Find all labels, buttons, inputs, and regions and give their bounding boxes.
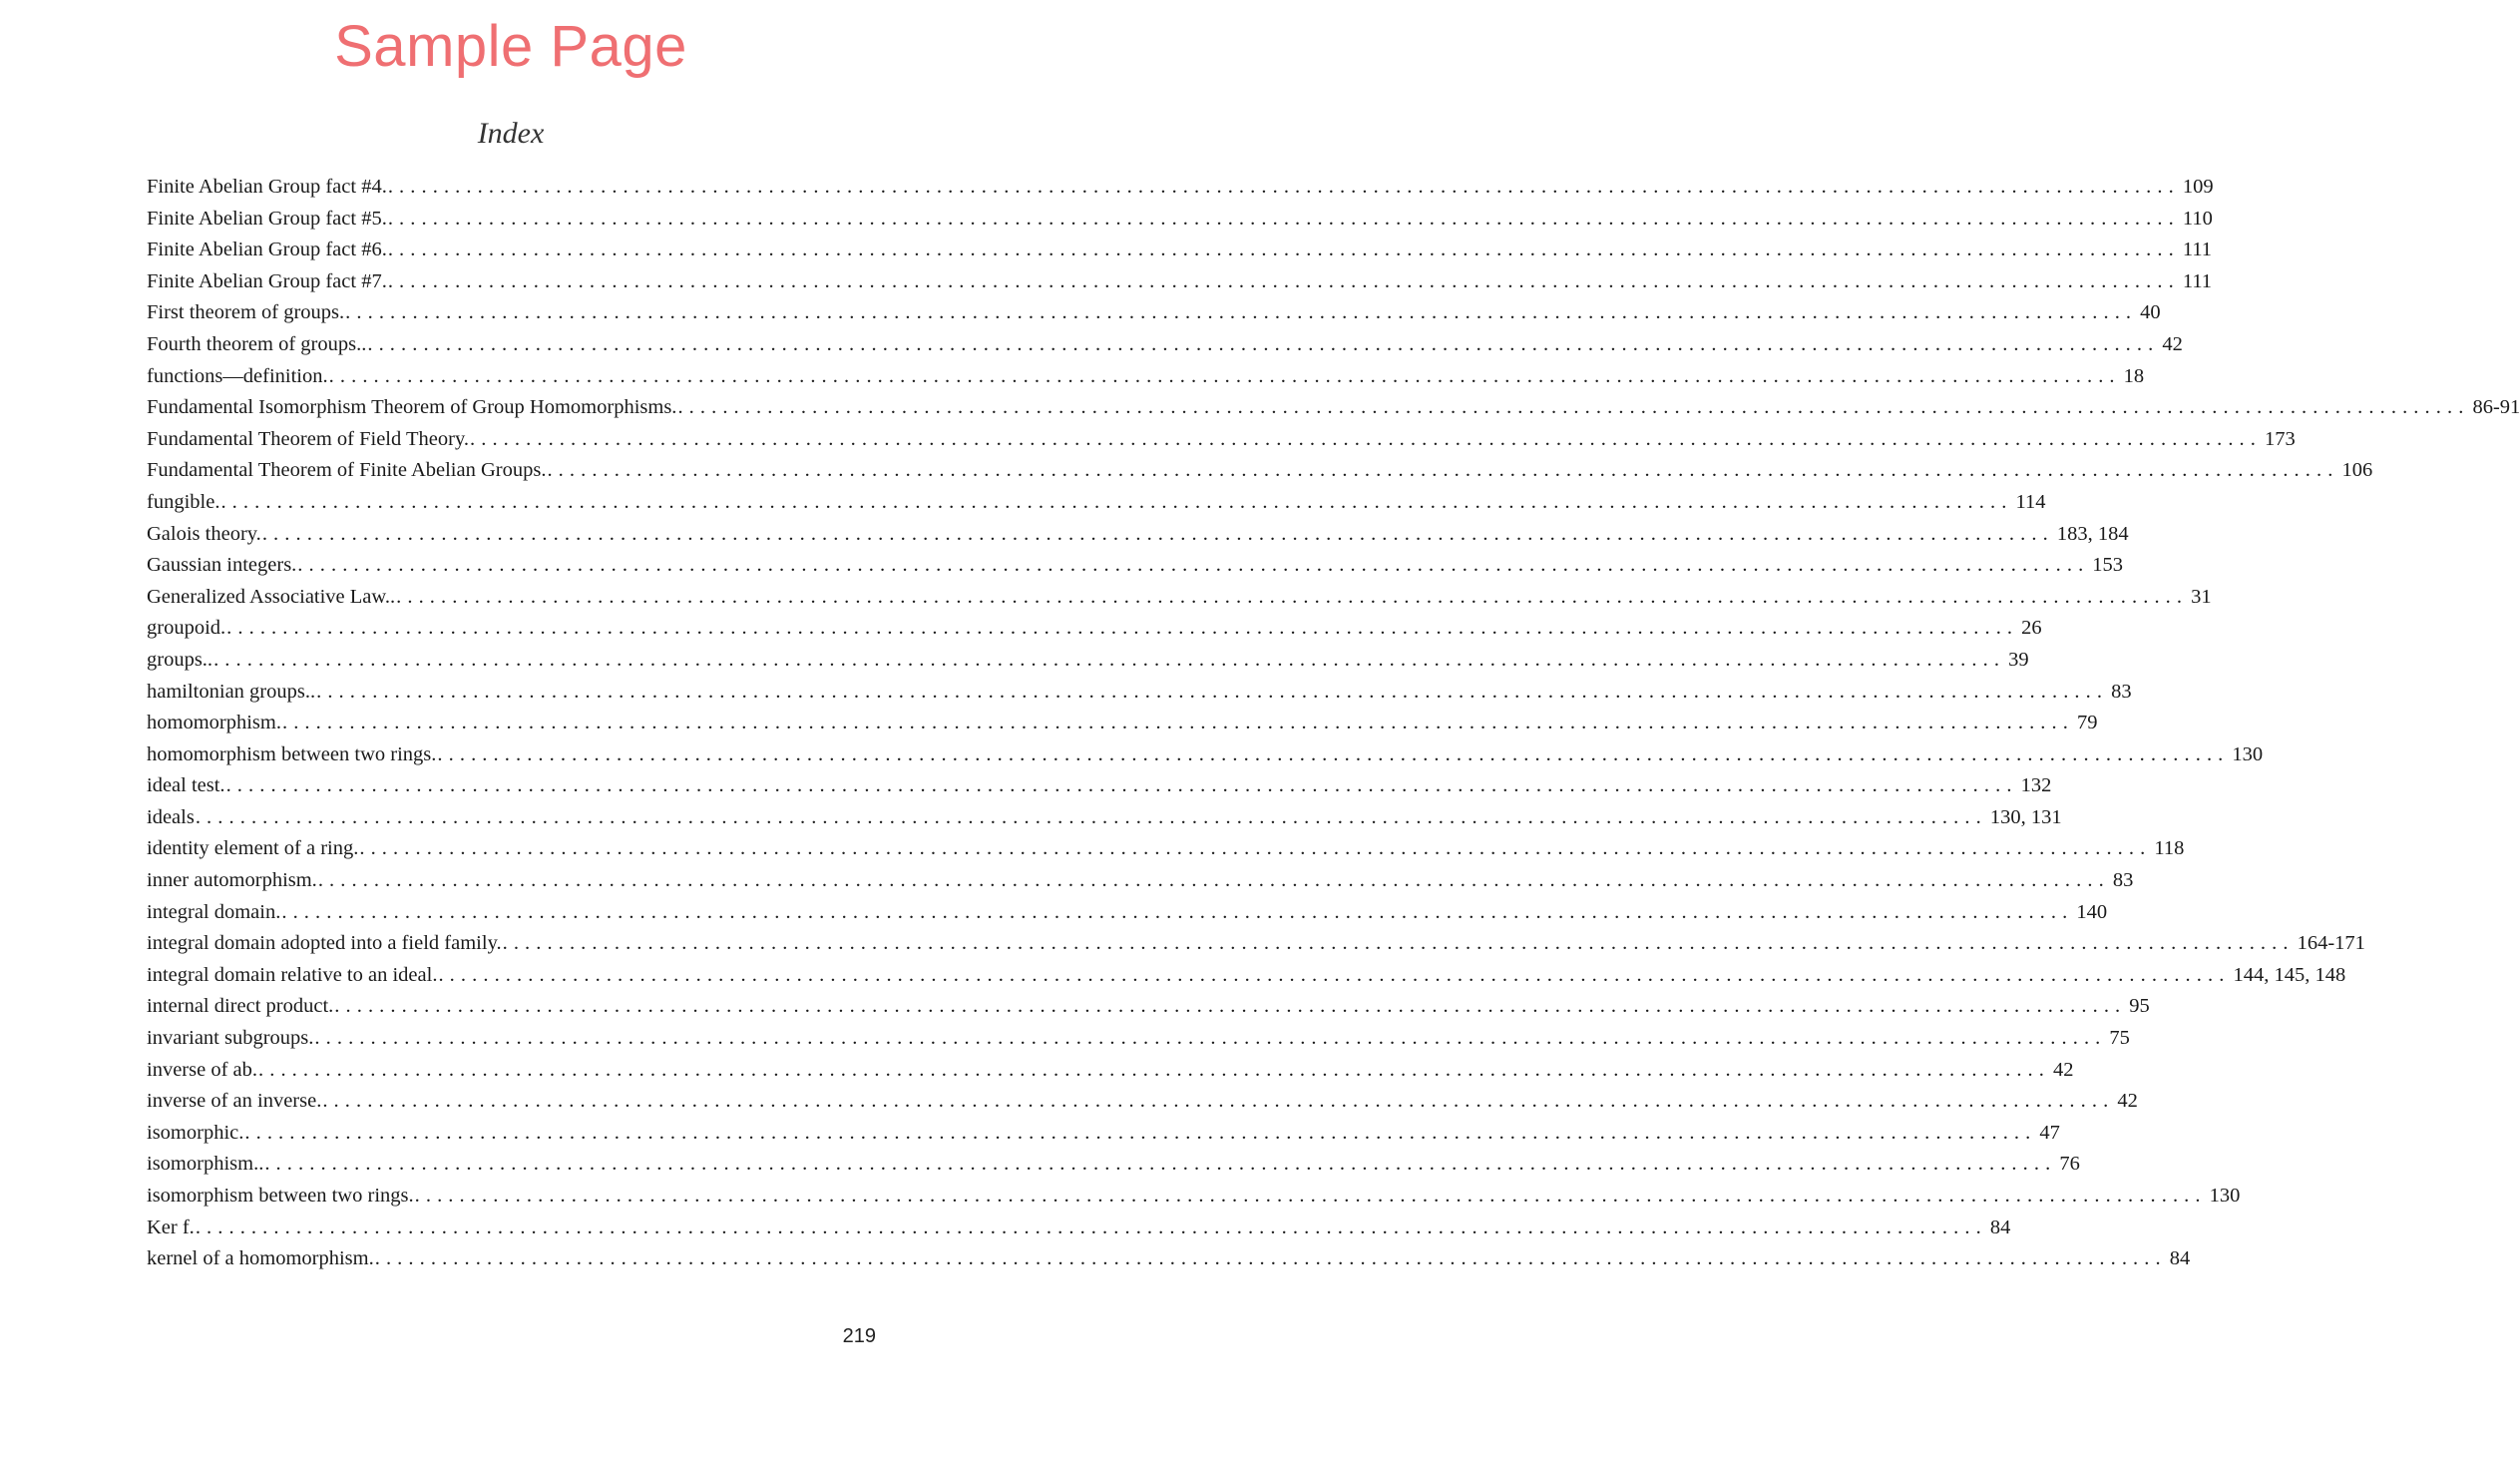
index-entry	[147, 235, 2213, 266]
index-term: groupoid.	[147, 617, 226, 640]
index-term: inverse of an inverse.	[147, 1090, 322, 1113]
dot-leader: ................................................................................................................................................................	[244, 1121, 2037, 1144]
index-pages: 110	[2182, 207, 2213, 230]
dot-leader: ................................................................................................................................................................	[322, 1090, 2115, 1113]
index-term: integral domain.	[147, 900, 281, 923]
index-pages: 164-171	[2297, 932, 2365, 955]
index-entry	[147, 266, 2213, 298]
index-pages: 106	[2341, 459, 2373, 482]
index-entry	[147, 1181, 2241, 1213]
sample-page-watermark: Sample Page	[334, 14, 687, 79]
index-pages: 42	[2162, 332, 2183, 355]
dot-leader: ................................................................................................................................................................	[677, 396, 2470, 419]
index-term: fungible.	[147, 490, 220, 513]
dot-leader: ................................................................................................................................................................	[334, 995, 2127, 1018]
dot-leader: ................................................................................................................................................................	[225, 774, 2018, 797]
index-entry	[147, 361, 2145, 393]
index-term: kernel of a homomorphism.	[147, 1247, 374, 1270]
index-term: functions—definition.	[147, 364, 328, 387]
dot-leader: ................................................................................................................................................................	[195, 805, 1987, 828]
index-term: isomorphic.	[147, 1121, 244, 1144]
index-term: ideal test.	[147, 774, 225, 797]
index-entry	[147, 1086, 2138, 1118]
dot-leader: ................................................................................................................................................................	[281, 712, 2074, 734]
index-pages: 84	[1989, 1216, 2011, 1238]
index-term: First theorem of groups.	[147, 301, 345, 324]
dot-leader: ................................................................................................................................................................	[317, 869, 2110, 892]
index-term: Finite Abelian Group fact #6.	[147, 239, 387, 261]
dot-leader: ................................................................................................................................................................	[258, 1058, 2050, 1081]
index-term: isomorphism between two rings.	[147, 1185, 414, 1207]
index-term: Finite Abelian Group fact #4.	[147, 176, 387, 198]
index-entry	[147, 613, 2042, 645]
index-entry	[147, 708, 2098, 739]
index-term: homomorphism.	[147, 712, 281, 734]
dot-leader: ................................................................................................................................................................	[226, 617, 2019, 640]
index-pages: 86-91	[2472, 396, 2520, 419]
index-pages: 95	[2129, 995, 2150, 1018]
dot-leader: ................................................................................................................................................................	[359, 837, 2152, 860]
index-entry	[147, 487, 2046, 519]
index-pages: 47	[2039, 1121, 2060, 1144]
index-pages: 83	[2111, 680, 2132, 703]
index-entry	[147, 1213, 2011, 1244]
index-pages: 173	[2265, 427, 2296, 450]
index-term: hamiltonian groups..	[147, 680, 316, 703]
index-entry	[147, 455, 2373, 487]
index-term: homomorphism between two rings.	[147, 742, 437, 765]
dot-leader: ................................................................................................................................................................	[502, 932, 2295, 955]
index-term: groups..	[147, 648, 213, 671]
index-term: Fundamental Theorem of Finite Abelian Groups.	[147, 459, 547, 482]
index-pages: 83	[2112, 869, 2134, 892]
index-entry	[147, 204, 2213, 236]
dot-leader: ................................................................................................................................................................	[437, 742, 2230, 765]
index-entry	[147, 1055, 2074, 1087]
index-term: ideals	[147, 805, 195, 828]
dot-leader: ................................................................................................................................................................	[316, 680, 2109, 703]
index-pages: 118	[2154, 837, 2185, 860]
dot-leader: ................................................................................................................................................................	[387, 207, 2180, 230]
index-entry	[147, 677, 2132, 709]
index-pages: 40	[2140, 301, 2161, 324]
index-entry	[147, 424, 2296, 456]
index-entry	[147, 519, 2129, 551]
dot-leader: ................................................................................................................................................................	[261, 522, 2054, 545]
index-entry	[147, 1149, 2080, 1181]
index-pages: 39	[2008, 648, 2029, 671]
index-entry	[147, 550, 2124, 582]
index-term: identity element of a ring.	[147, 837, 359, 860]
index-pages: 140	[2076, 900, 2108, 923]
index-entry	[147, 897, 2108, 929]
index-entry	[147, 645, 2029, 677]
index-entry	[147, 1023, 2130, 1055]
index-pages: 79	[2076, 712, 2098, 734]
index-entry	[147, 392, 2520, 424]
index-pages: 76	[2059, 1153, 2080, 1176]
dot-leader: ................................................................................................................................................................	[328, 364, 2121, 387]
index-title: Index	[477, 117, 545, 150]
dot-leader: ................................................................................................................................................................	[374, 1247, 2167, 1270]
index-pages: 18	[2123, 364, 2145, 387]
index-list	[147, 172, 2520, 1275]
index-pages: 130	[2232, 742, 2264, 765]
index-term: Galois theory.	[147, 522, 261, 545]
index-pages: 111	[2182, 269, 2213, 292]
index-pages: 42	[2053, 1058, 2074, 1081]
dot-leader: ................................................................................................................................................................	[314, 1027, 2107, 1050]
index-term: Finite Abelian Group fact #7.	[147, 269, 387, 292]
index-entry	[147, 739, 2264, 771]
index-term: Finite Abelian Group fact #5.	[147, 207, 387, 230]
index-pages: 144, 145, 148	[2233, 963, 2346, 986]
index-entry	[147, 172, 2214, 204]
index-term: Fourth theorem of groups..	[147, 332, 367, 355]
dot-leader: ................................................................................................................................................................	[547, 459, 2339, 482]
dot-leader: ................................................................................................................................................................	[297, 554, 2090, 577]
index-term: Gaussian integers.	[147, 554, 297, 577]
dot-leader: ................................................................................................................................................................	[195, 1216, 1987, 1238]
index-pages: 130	[2209, 1185, 2241, 1207]
index-entry	[147, 865, 2134, 897]
index-term: integral domain adopted into a field family.	[147, 932, 502, 955]
index-term: Fundamental Theorem of Field Theory.	[147, 427, 469, 450]
index-pages: 153	[2092, 554, 2124, 577]
index-term: internal direct product.	[147, 995, 334, 1018]
index-pages: 109	[2182, 176, 2214, 198]
index-entry	[147, 991, 2150, 1023]
dot-leader: ................................................................................................................................................................	[264, 1153, 2057, 1176]
index-pages: 111	[2182, 239, 2213, 261]
index-pages: 75	[2109, 1027, 2130, 1050]
dot-leader: ................................................................................................................................................................	[213, 648, 2006, 671]
index-entry	[147, 928, 2365, 960]
index-pages: 84	[2169, 1247, 2191, 1270]
index-entry	[147, 582, 2212, 614]
index-entry	[147, 1243, 2191, 1275]
dot-leader: ................................................................................................................................................................	[345, 301, 2138, 324]
index-pages: 114	[2015, 490, 2046, 513]
index-term: Ker f.	[147, 1216, 195, 1238]
index-term: isomorphism..	[147, 1153, 264, 1176]
index-term: inverse of ab.	[147, 1058, 257, 1081]
index-term: integral domain relative to an ideal.	[147, 963, 438, 986]
index-pages: 183, 184	[2056, 522, 2129, 545]
dot-leader: ................................................................................................................................................................	[387, 176, 2180, 198]
index-entry	[147, 1118, 2060, 1150]
index-term: Fundamental Isomorphism Theorem of Group Homomorphisms.	[147, 396, 677, 419]
dot-leader: ................................................................................................................................................................	[470, 427, 2262, 450]
dot-leader: ................................................................................................................................................................	[387, 239, 2180, 261]
index-entry	[147, 329, 2183, 361]
index-pages: 132	[2020, 774, 2052, 797]
index-pages: 31	[2191, 585, 2212, 608]
index-term: Generalized Associative Law..	[147, 585, 396, 608]
page-number: 219	[842, 1325, 876, 1347]
index-pages: 130, 131	[1989, 805, 2062, 828]
dot-leader: ................................................................................................................................................................	[281, 900, 2074, 923]
index-entry	[147, 770, 2052, 802]
index-entry	[147, 833, 2185, 865]
dot-leader: ................................................................................................................................................................	[220, 490, 2013, 513]
index-entry	[147, 960, 2346, 992]
dot-leader: ................................................................................................................................................................	[438, 963, 2231, 986]
dot-leader: ................................................................................................................................................................	[367, 332, 2160, 355]
index-term: invariant subgroups.	[147, 1027, 314, 1050]
index-entry	[147, 802, 2062, 834]
index-pages: 26	[2021, 617, 2042, 640]
index-term: inner automorphism.	[147, 869, 317, 892]
dot-leader: ................................................................................................................................................................	[414, 1185, 2207, 1207]
dot-leader: ................................................................................................................................................................	[387, 269, 2180, 292]
dot-leader: ................................................................................................................................................................	[396, 585, 2189, 608]
index-entry	[147, 297, 2161, 329]
index-pages: 42	[2117, 1090, 2138, 1113]
